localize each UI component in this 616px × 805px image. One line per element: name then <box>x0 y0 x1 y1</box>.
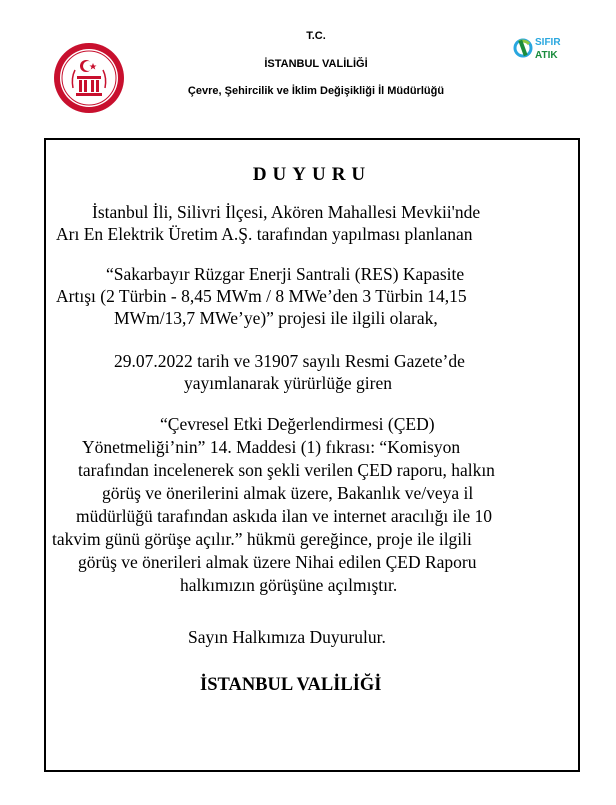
closing-text: Sayın Halkımıza Duyurulur. <box>188 627 386 647</box>
para4-line4: görüş ve önerilerini almak üzere, Bakanlık ve/veya il <box>102 483 474 503</box>
notice-box <box>44 138 580 772</box>
para1-line2: Arı En Elektrik Üretim A.Ş. tarafından yapılması planlanan <box>56 224 473 244</box>
zero-waste-logo-icon <box>513 30 573 66</box>
para3-line1: 29.07.2022 tarih ve 31907 sayılı Resmi Gazete’de <box>114 351 465 371</box>
notice-title: DUYURU <box>252 164 372 185</box>
header-governorship: İSTANBUL VALİLİĞİ <box>264 58 368 70</box>
para2-line2: Artışı (2 Türbin - 8,45 MWm / 8 MWe’den 3 Türbin 14,15 <box>56 286 467 306</box>
para4-line1: “Çevresel Etki Değerlendirmesi (ÇED) <box>160 414 435 434</box>
para1-line1: İstanbul İli, Silivri İlçesi, Akören Mahallesi Mevkii'nde <box>92 202 481 222</box>
para4-line7: görüş ve önerileri almak üzere Nihai edilen ÇED Raporu <box>78 552 477 572</box>
para4-line3: tarafından incelenerek son şekli verilen ÇED raporu, halkın <box>78 460 495 480</box>
header-tc: T.C. <box>306 30 326 42</box>
para4-line2: Yönetmeliği’nin” 14. Maddesi (1) fıkrası: “Komisyon <box>82 437 461 457</box>
para3-line2: yayımlanarak yürürlüğe giren <box>184 373 392 393</box>
para4-line8: halkımızın görüşüne açılmıştır. <box>180 575 398 595</box>
governorship-seal-icon <box>53 42 125 114</box>
signature: İSTANBUL VALİLİĞİ <box>200 675 382 695</box>
header-directorate: Çevre, Şehircilik ve İklim Değişikliği İl Müdürlüğü <box>187 85 445 97</box>
logo-text-top: SIFIR <box>535 37 561 48</box>
para4-line6: takvim günü görüşe açılır.” hükmü gereğince, proje ile ilgili <box>52 529 472 549</box>
logo-text-bottom: ATIK <box>535 50 558 61</box>
para4-line5: müdürlüğü tarafından askıda ilan ve internet aracılığı ile 10 <box>76 506 492 526</box>
para2-line1: “Sakarbayır Rüzgar Enerji Santrali (RES) Kapasite <box>106 264 465 284</box>
para2-line3: MWm/13,7 MWe’ye)” projesi ile ilgili olarak, <box>114 308 438 328</box>
